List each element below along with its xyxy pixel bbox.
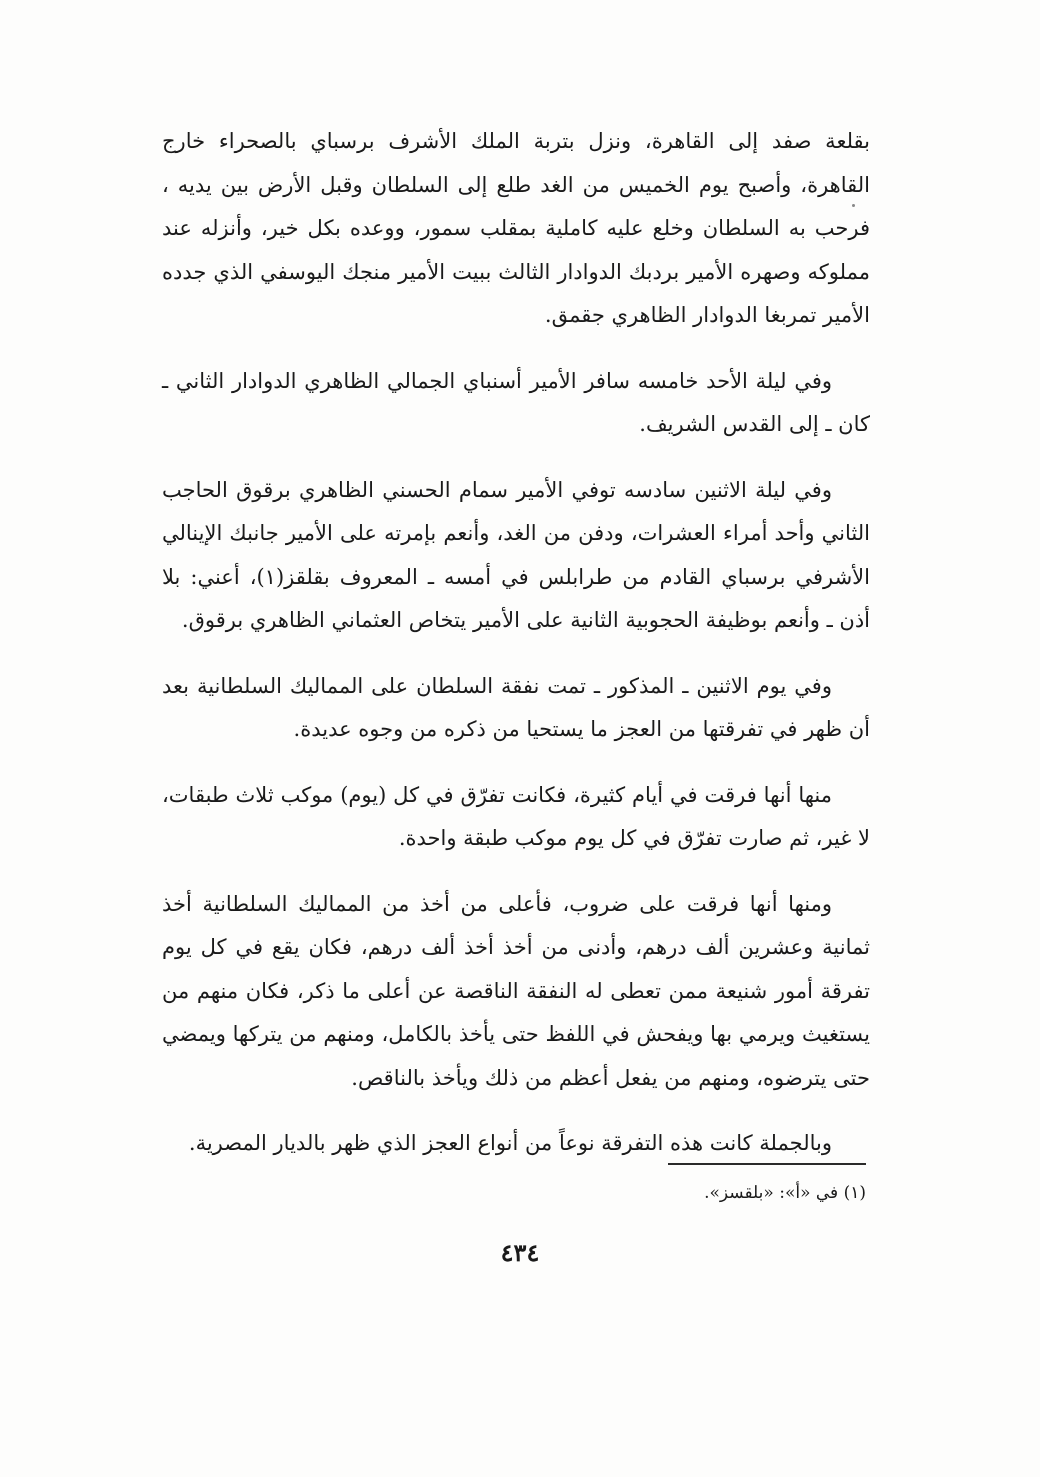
main-text xyxy=(162,120,870,1188)
paragraph-6: ومنها أنها فرقت على ضروب، فأعلى من أخذ من المماليك السلطانية أخذ ثمانية وعشرين ألف درهم، وأدنى من أخذ أخذ ألف درهم، فكان يقع في كل يوم تفرقة أمور شنيعة ممن تعطى له النفقة الناقصة عن أعلى ما ذكر، فكان منهم من يستغيث ويرمي بها ويفحش في اللفظ حتى يأخذ بالكامل، ومنهم من يتركها ويمضي حتى يترضوه، ومنهم من يفعل أعظم من ذلك ويأخذ بالناقص. xyxy=(162,891,870,1090)
footnote: (١) في «أ»: «بلقسز». xyxy=(704,1183,866,1203)
paragraph-2: وفي ليلة الأحد خامسه سافر الأمير أسنباي الجمالي الظاهري الدوادار الثاني ـ كان ـ إلى القدس الشريف. xyxy=(162,368,870,436)
footnote-divider xyxy=(668,1163,866,1165)
paragraph-4: وفي يوم الاثنين ـ المذكور ـ تمت نفقة السلطان على المماليك السلطانية بعد أن ظهر في تفرقتها من العجز ما يستحيا من ذكره من وجوه عديدة. xyxy=(162,673,870,741)
scan-speck xyxy=(852,204,855,207)
paragraph-3: وفي ليلة الاثنين سادسه توفي الأمير سمام الحسني الظاهري برقوق الحاجب الثاني وأحد أمراء العشرات، ودفن من الغد، وأنعم بإمرته على الأمير جانبك الإينالي الأشرفي برسباي القادم من طرابلس في أمسه ـ المعروف بقلقز(١)، أعني: بلا أذن ـ وأنعم بوظيفة الحجوبية الثانية على الأمير يتخاص العثماني الظاهري برقوق. xyxy=(162,477,870,632)
page-number: ٤٣٤ xyxy=(500,1238,540,1267)
paragraph-1: بقلعة صفد إلى القاهرة، ونزل بتربة الملك الأشرف برسباي بالصحراء خارج القاهرة، وأصبح يوم الخميس من الغد طلع إلى السلطان وقبل الأرض بين يديه ، فرحب به السلطان وخلع عليه كاملية بمقلب سمور، ووعده بكل خير، وأنزله عند مملوكه وصهره الأمير بردبك الدوادار الثالث ببيت الأمير منجك اليوسفي الذي جدده الأمير تمربغا الدوادار الظاهري جقمق. xyxy=(162,129,870,327)
paragraph-5: منها أنها فرقت في أيام كثيرة، فكانت تفرّق في كل (يوم) موكب ثلاث طبقات، لا غير، ثم صارت تفرّق في كل يوم موكب طبقة واحدة. xyxy=(162,782,870,850)
paragraph-7: وبالجملة كانت هذه التفرقة نوعاً من أنواع العجز الذي ظهر بالديار المصرية. xyxy=(188,1131,832,1155)
